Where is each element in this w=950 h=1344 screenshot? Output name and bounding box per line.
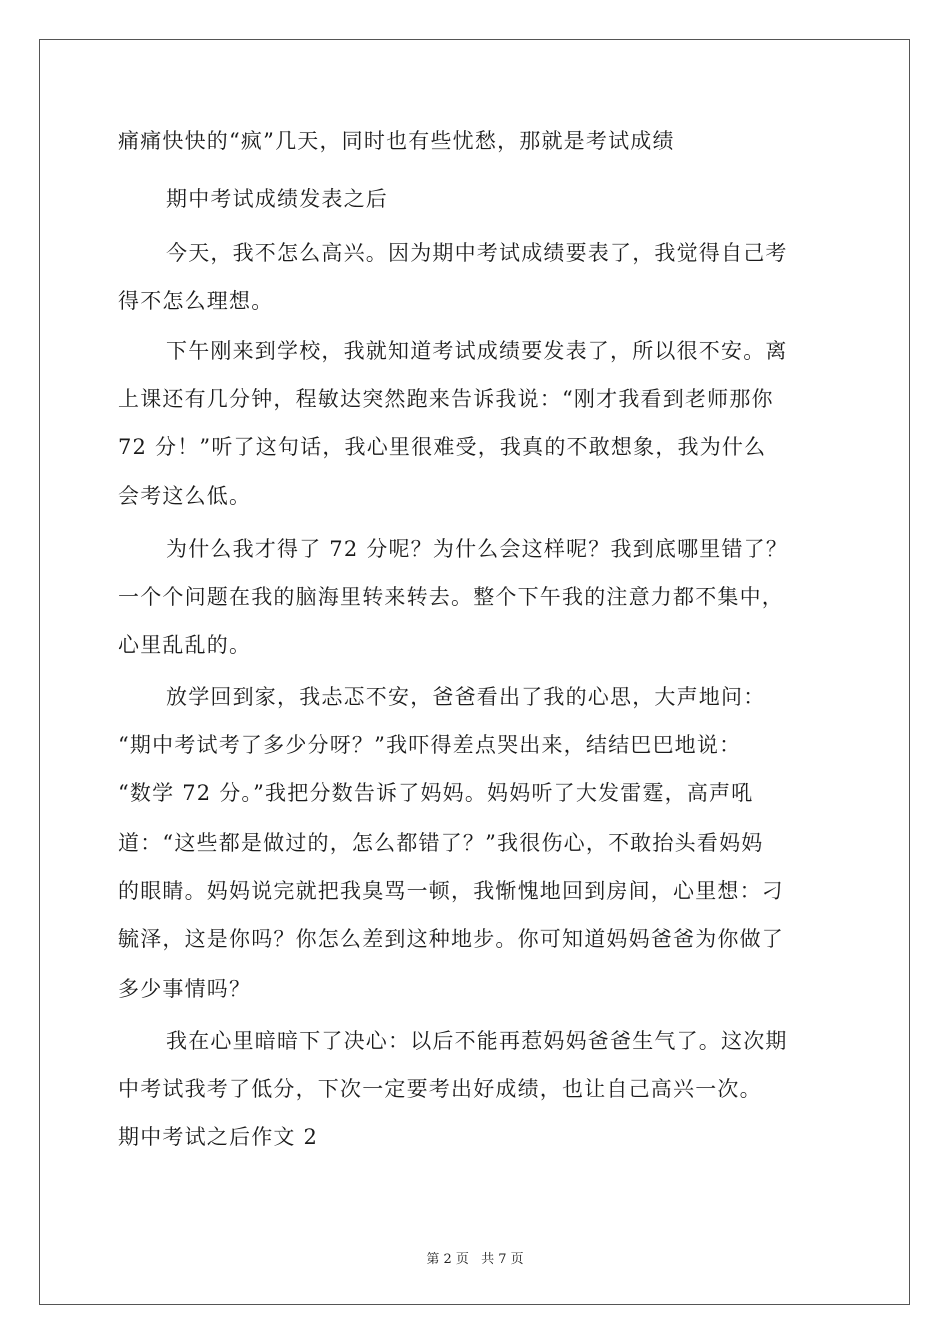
text-line: 痛痛快快的“疯”几天，同时也有些忧愁，那就是考试成绩 — [118, 129, 675, 153]
text-line: “期中考试考了多少分呀？”我吓得差点哭出来，结结巴巴地说： — [118, 733, 742, 757]
text-line: 会考这么低。 — [118, 484, 252, 508]
text-line: “数学 72 分。”我把分数告诉了妈妈。妈妈听了大发雷霆，高声吼 — [118, 781, 754, 805]
text-line: 下午刚来到学校，我就知道考试成绩要发表了，所以很不安。离 — [166, 339, 788, 363]
text-line: 的眼睛。妈妈说完就把我臭骂一顿，我惭愧地回到房间，心里想：刁 — [118, 879, 784, 903]
text-line: 毓泽，这是你吗？你怎么差到这种地步。你可知道妈妈爸爸为你做了 — [118, 927, 784, 951]
text-line: 放学回到家，我忐忑不安，爸爸看出了我的心思，大声地问： — [166, 685, 766, 709]
text-line: 期中考试成绩发表之后 — [166, 187, 388, 211]
text-line: 一个个问题在我的脑海里转来转去。整个下午我的注意力都不集中， — [118, 585, 784, 609]
section-heading: 期中考试之后作文 2 — [118, 1125, 319, 1149]
page-footer — [0, 1248, 950, 1267]
text-line: 上课还有几分钟，程敏达突然跑来告诉我说：“刚才我看到老师那你 — [118, 387, 774, 411]
text-line: 72 分！”听了这句话，我心里很难受，我真的不敢想象，我为什么 — [118, 435, 767, 459]
text-line: 中考试我考了低分，下次一定要考出好成绩，也让自己高兴一次。 — [118, 1077, 762, 1101]
text-line: 我在心里暗暗下了决心：以后不能再惹妈妈爸爸生气了。这次期 — [166, 1029, 788, 1053]
text-line: 今天，我不怎么高兴。因为期中考试成绩要表了，我觉得自己考 — [166, 241, 788, 265]
text-line: 得不怎么理想。 — [118, 289, 274, 313]
page-number: 第 2 页 — [426, 1252, 469, 1267]
page-total: 共 7 页 — [481, 1252, 524, 1267]
text-line: 心里乱乱的。 — [118, 633, 252, 657]
page-border — [39, 39, 910, 1305]
text-line: 为什么我才得了 72 分呢？为什么会这样呢？我到底哪里错了？ — [166, 537, 789, 561]
text-line: 道：“这些都是做过的，怎么都错了？”我很伤心，不敢抬头看妈妈 — [118, 831, 764, 855]
text-line: 多少事情吗？ — [118, 977, 252, 1001]
